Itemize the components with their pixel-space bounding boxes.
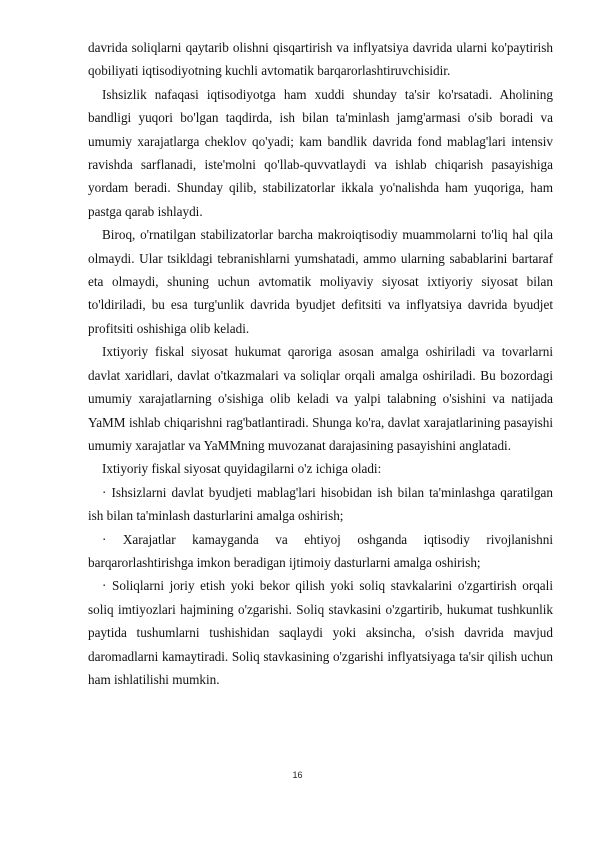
list-item-employment-programs: · Ishsizlarni davlat byudjeti mablag'lari hisobidan ish bilan ta'minlashga qaratilgan ish bilan ta'minlash dasturlarini amalga oshirish; <box>88 484 553 524</box>
paragraph-stabilizers-limits: Biroq, o'rnatilgan stabilizatorlar barcha makroiqtisodiy muammolarni to'liq hal qila olmaydi. Ular tsikldagi tebranishlarni yumshatadi, ammo ularning sabablarini bartaraf eta olmaydi, shuning uchun avtomatik moliyaviy siyosat ixtiyoriy siyosat bilan to'ldiriladi, bu esa turg'unlik davrida byudjet defitsiti va inflyatsiya davrida byudjet profitsiti oshishiga olib keladi. <box>88 227 553 336</box>
paragraph-continuation: davrida soliqlarni qaytarib olishni qisqartirish va inflyatsiya davrida ularni ko'paytirish qobiliyati iqtisodiyotning kuchli avtomatik barqarorlashtiruvchisidir. <box>88 40 553 79</box>
paragraph-discretionary-policy: Ixtiyoriy fiskal siyosat hukumat qaroriga asosan amalga oshiriladi va tovarlarni davlat xaridlari, davlat o'tkazmalari va soliqlar orqali amalga oshiriladi. Bu bozordagi umumiy xarajatlarning o'sishiga olib keladi va yalpi talabning o'sishini va natijada YaMM ishlab chiqarishni rag'batlantiradi. Shunga ko'ra, davlat xarajatlarining pasayishi umumiy xarajatlar va YaMMning muvozanat darajasining pasayishini anglatadi. <box>88 344 553 453</box>
list-item-social-programs: · Xarajatlar kamayganda va ehtiyoj oshganda iqtisodiy rivojlanishni barqarorlashtirishga imkon beradigan ijtimoiy dasturlarni amalga oshirish; <box>88 531 553 570</box>
page-number: 16 <box>292 770 303 780</box>
list-item-tax-changes: · Soliqlarni joriy etish yoki bekor qilish yoki soliq stavkalarini o'zgartirish orqali soliq imtiyozlari hajmining o'zgarishi. Soliq stavkasini o'zgartirib, hukumat tushkunlik paytida tushumlarni tushishidan saqlaydi yoki aksincha, o'sish davrida mavjud daromadlarni kamaytiradi. Soliq stavkasining o'zgarishi inflyatsiyaga ta'sir qilish uchun ham ishlatilishi mumkin. <box>88 578 553 687</box>
document-body <box>88 36 553 691</box>
paragraph-unemployment-benefits: Ishsizlik nafaqasi iqtisodiyotga ham xuddi shunday ta'sir ko'rsatadi. Aholining bandligi yuqori bo'lgan taqdirda, ish bilan ta'minlash jamg'armasi o'sib boradi va umumiy xarajatlarga cheklov qo'yadi; kam bandlik davrida fond mablag'lari intensiv ravishda sarflanadi, iste'molni qo'llab-quvvatlaydi va ishlab chiqarish pasayishiga yordam beradi. Shunday qilib, stabilizatorlar ikkala yo'nalishda ham yuqoriga, ham pastga qarab ishlaydi. <box>88 86 553 219</box>
paragraph-list-intro: Ixtiyoriy fiskal siyosat quyidagilarni o'z ichiga oladi: <box>102 461 382 477</box>
